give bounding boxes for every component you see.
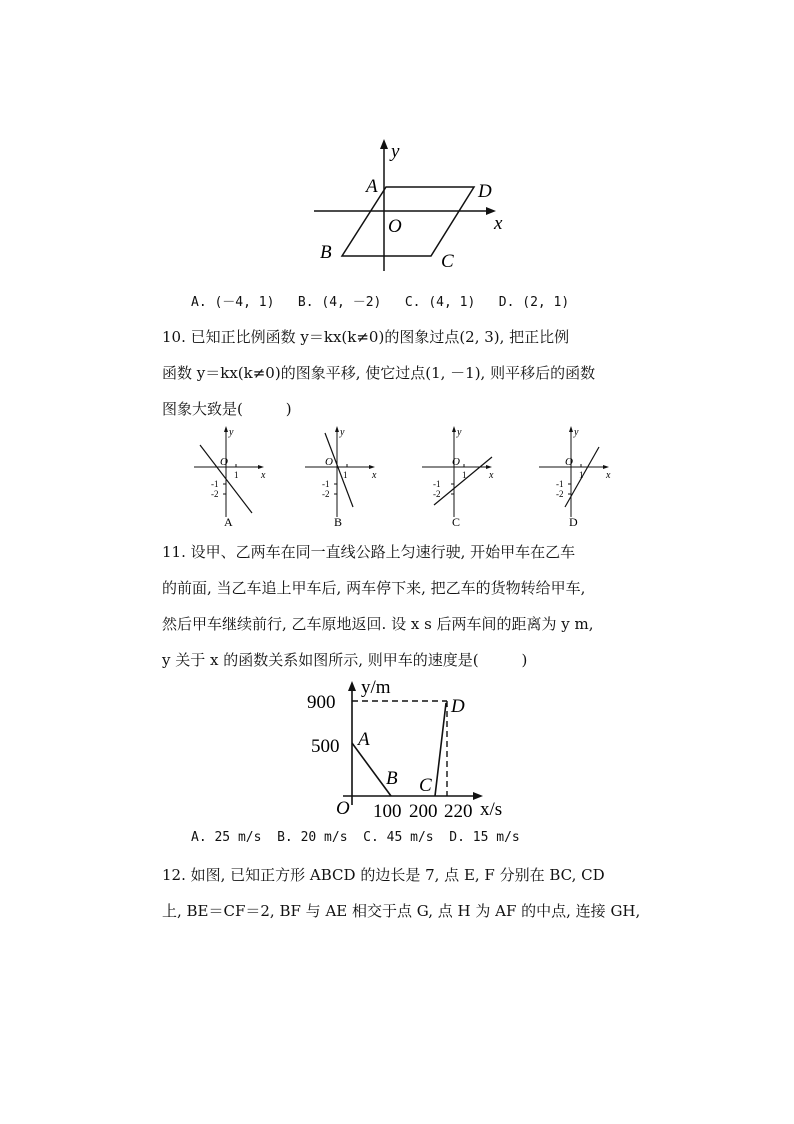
point-label-a: A [358,729,370,750]
q10-line-2: 函数 y＝kx(k≠0)的图象平移, 使它过点(1, －1), 则平移后的函数 [162,364,596,382]
svg-text:x: x [372,470,377,481]
origin-label: O [388,216,402,237]
point-label-a: A [366,176,378,197]
q10-graph-b [301,425,381,533]
tick-220: 220 [444,801,473,822]
q10-line-1: 10. 已知正比例函数 y＝kx(k≠0)的图象过点(2, 3), 把正比例 [162,328,570,346]
svg-text:-2: -2 [556,489,564,499]
q11-line-4: y 关于 x 的函数关系如图所示, 则甲车的速度是( ) [162,651,528,669]
tick-100: 100 [373,801,402,822]
svg-text:O: O [220,456,228,468]
svg-text:x: x [606,470,611,481]
point-label-b: B [386,768,398,789]
option-label-c: C [452,515,461,529]
y-axis-label: y/m [361,677,391,698]
svg-text:-1: -1 [322,479,330,489]
q10-graph-c [418,425,498,533]
y-axis-label: y [391,141,400,162]
point-label-d: D [451,696,465,717]
option-label-b: B [334,515,343,529]
svg-text:-1: -1 [211,479,219,489]
q9-parallelogram-figure [300,135,520,275]
svg-text:1: 1 [343,470,348,480]
q11-options: A. 25 m/s B. 20 m/s C. 45 m/s D. 15 m/s [191,830,520,845]
point-label-d: D [478,181,492,202]
svg-text:-1: -1 [556,479,564,489]
tick-900: 900 [307,692,336,713]
x-axis-label: x [494,213,503,234]
graph-line [434,457,492,505]
svg-text:y: y [574,427,579,438]
q10-graph-d [535,425,615,533]
svg-text:-2: -2 [433,489,441,499]
svg-text:y: y [229,427,234,438]
q11-line-2: 的前面, 当乙车追上甲车后, 两车停下来, 把乙车的货物转给甲车, [162,579,586,597]
svg-text:1: 1 [579,470,584,480]
svg-text:-1: -1 [433,479,441,489]
option-label-d: D [569,515,578,529]
parallelogram [342,187,474,256]
q10-graph-a [190,425,270,533]
y-axis-arrow [380,139,388,149]
q9-options: A. (－4, 1) B. (4, －2) C. (4, 1) D. (2, 1) [191,295,570,310]
svg-text:O: O [325,456,333,468]
tick-200: 200 [409,801,438,822]
q12-line-1: 12. 如图, 已知正方形 ABCD 的边长是 7, 点 E, F 分别在 BC, CD [162,866,605,884]
point-label-b: B [320,242,332,263]
origin-label: O [336,798,350,819]
q11-distance-graph [305,675,525,825]
point-label-c: C [441,251,454,272]
q11-line-3: 然后甲车继续前行, 乙车原地返回. 设 x s 后两车间的距离为 y m, [162,615,594,633]
svg-text:1: 1 [462,470,467,480]
svg-text:1: 1 [234,470,239,480]
svg-text:O: O [452,456,460,468]
svg-text:-2: -2 [211,489,219,499]
svg-text:y: y [457,427,462,438]
x-axis-label: x/s [480,799,503,820]
svg-text:-2: -2 [322,489,330,499]
q11-line-1: 11. 设甲、乙两车在同一直线公路上匀速行驶, 开始甲车在乙车 [162,543,576,561]
svg-text:O: O [565,456,573,468]
svg-text:x: x [261,470,266,481]
q10-line-3: 图象大致是( ) [162,400,292,418]
graph-line-cd [435,703,447,796]
tick-500: 500 [311,736,340,757]
point-label-c: C [419,775,432,796]
svg-text:y: y [340,427,345,438]
svg-text:x: x [489,470,494,481]
option-label-a: A [224,515,233,529]
q12-line-2: 上, BE＝CF＝2, BF 与 AE 相交于点 G, 点 H 为 AF 的中点, 连接 GH, [162,902,641,920]
